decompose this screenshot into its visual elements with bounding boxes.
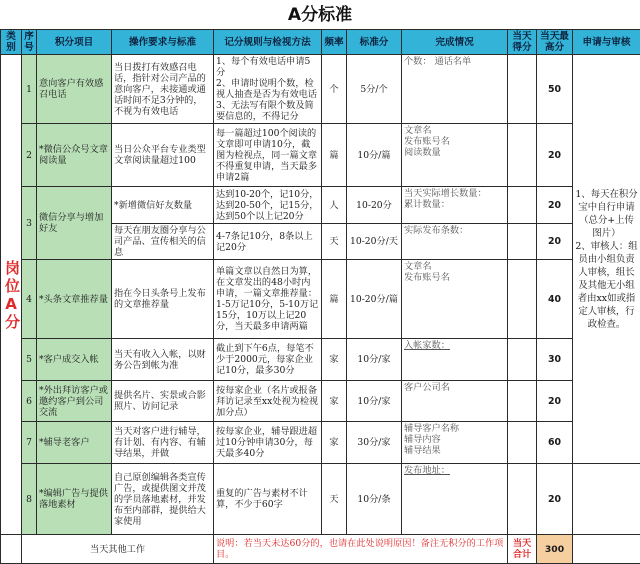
requirement-cell: 指在今日头条号上发布的文章推荐量	[112, 260, 214, 339]
today-score-cell[interactable]	[508, 124, 537, 187]
footer-note[interactable]: 说明：若当天未达60分的，也请在此处说明原因！备注无积分的工作项目。	[214, 535, 508, 564]
max-score-cell: 30	[537, 339, 573, 381]
frequency-cell: 家	[322, 339, 347, 381]
header-seq: 序号	[22, 30, 37, 55]
frequency-cell: 篇	[322, 260, 347, 339]
rules-cell: 截止到下午6点，每笔不少于2000元，每家企业记10分，最多30分	[214, 339, 322, 381]
status-cell[interactable]: 文章名 发布账号名	[402, 260, 508, 339]
item-cell: *外出拜访客户或邀约客户到公司交流	[37, 381, 112, 422]
review-text: 1、每天在积分宝中自行申请（总分+上传图片） 2、审核人：组员由小组负责人审核，组长及其他无小组者由xx如或指定人审核，行政检查。	[575, 188, 638, 331]
total-label: 当天合计	[508, 535, 537, 564]
table-row	[1, 339, 640, 381]
table-row	[1, 422, 640, 464]
requirement-cell: 提供名片、实景或合影照片、访问记录	[112, 381, 214, 422]
item-cell: *微信公众号文章阅读量	[37, 124, 112, 187]
footer-empty-cell	[1, 535, 22, 564]
rules-cell: 重复的广告与素材不计算，不少于60字	[214, 464, 322, 535]
frequency-cell: 天	[322, 464, 347, 535]
footer-review-cell	[573, 535, 640, 564]
header-frequency: 频率	[322, 30, 347, 55]
table-row	[1, 55, 640, 124]
today-score-cell[interactable]	[508, 422, 537, 464]
requirement-cell: 当天有收入入帐，以财务公告到帐为准	[112, 339, 214, 381]
max-score-cell: 20	[537, 464, 573, 535]
requirement-cell: 当天对客户进行辅导，有计划、有内容、有辅导结果，并做	[112, 422, 214, 464]
status-cell[interactable]: 个数： 通话名单	[402, 55, 508, 124]
score-table	[0, 29, 640, 564]
max-score-cell: 20	[537, 224, 573, 260]
header-item: 积分项目	[37, 30, 112, 55]
footer-row	[1, 535, 640, 564]
frequency-cell: 人	[322, 187, 347, 224]
status-cell[interactable]: 当天实际增长数量： 累计数量：	[402, 187, 508, 224]
review-cell	[573, 55, 640, 464]
standard-cell: 5分/个	[347, 55, 402, 124]
table-row	[1, 124, 640, 187]
standard-cell: 10分/条	[347, 464, 402, 535]
header-category: 类别	[1, 30, 22, 55]
frequency-cell: 篇	[322, 124, 347, 187]
seq-cell: 1	[22, 55, 37, 124]
seq-cell: 4	[22, 260, 37, 339]
today-score-cell[interactable]	[508, 55, 537, 124]
requirement-cell: 当日拨打有效感召电话，指针对公司产品的意向客户，未接通或通话时间不足3分钟的，不视为有效电话	[112, 55, 214, 124]
item-cell: *辅导老客户	[37, 422, 112, 464]
today-score-cell[interactable]	[508, 187, 537, 224]
max-score-cell: 20	[537, 381, 573, 422]
today-score-cell[interactable]	[508, 260, 537, 339]
header-max-score: 当天最高分	[537, 30, 573, 55]
rules-cell: 4-7条记10分，8条以上记20分	[214, 224, 322, 260]
table-row	[1, 381, 640, 422]
today-score-cell[interactable]	[508, 381, 537, 422]
today-score-cell[interactable]	[508, 339, 537, 381]
item-cell: *客户成交入帐	[37, 339, 112, 381]
status-cell[interactable]: 文章名 发布账号名 阅读数量	[402, 124, 508, 187]
standard-cell: 10分/家	[347, 381, 402, 422]
standard-cell: 10分/篇	[347, 124, 402, 187]
status-cell[interactable]: 发布地址：	[402, 464, 508, 535]
requirement-cell: 自己原创编辑各类宣传广告，或提供图文并茂的学员落地素材，并发布至内部群，提供给大家使用	[112, 464, 214, 535]
status-cell[interactable]: 入帐家数：	[402, 339, 508, 381]
item-cell: *编辑广告与提供落地素材	[37, 464, 112, 535]
standard-cell: 10-20分	[347, 187, 402, 224]
header-requirement: 操作要求与标准	[112, 30, 214, 55]
item-cell: *头条文章推荐量	[37, 260, 112, 339]
rules-cell: 单篇文章以自然日为算，在文章发出的48小时内申请，一篇文章推荐量：1-5万记10分，5-10万记15分，10万以上记20分，当天最多申请两篇	[214, 260, 322, 339]
rules-cell: 按每家企业（名片或报备拜访记录至xx处视为检视加分点）	[214, 381, 322, 422]
header-rules: 记分规则与检视方法	[214, 30, 322, 55]
table-row	[1, 260, 640, 339]
today-score-cell[interactable]	[508, 464, 537, 535]
frequency-cell: 家	[322, 422, 347, 464]
max-score-cell: 20	[537, 187, 573, 224]
max-score-cell: 20	[537, 124, 573, 187]
rules-cell: 按每家企业，辅导跟进超过10分钟申请30分，每天最多40分	[214, 422, 322, 464]
category-cell	[1, 55, 22, 535]
item-cell: 微信分享与增加好友	[37, 187, 112, 260]
frequency-cell: 家	[322, 381, 347, 422]
frequency-cell: 天	[322, 224, 347, 260]
rules-cell: 每一篇超过100个阅读的文章即可申请10分，截图为检视点，同一篇文章不得重复申请，当天最多申请2篇	[214, 124, 322, 187]
seq-cell: 3	[22, 187, 37, 260]
seq-cell: 8	[22, 464, 37, 535]
standard-cell: 30分/家	[347, 422, 402, 464]
rules-cell: 达到10-20个，记10分，达到20-50个，记15分，达到50个以上记20分	[214, 187, 322, 224]
standard-cell: 10-20分/天	[347, 224, 402, 260]
status-cell[interactable]: 辅导客户名称 辅导内容 辅导结果	[402, 422, 508, 464]
review-empty-cell	[573, 464, 640, 535]
item-cell: 意向客户有效感召电话	[37, 55, 112, 124]
table-row	[1, 464, 640, 535]
requirement-cell: 每天在朋友圈分享与公司产品、宣传相关的信息	[112, 224, 214, 260]
header-standard: 标准分	[347, 30, 402, 55]
standard-cell: 10-20分/篇	[347, 260, 402, 339]
max-score-cell: 40	[537, 260, 573, 339]
rules-cell: 1、每个有效电话申请5分 2、申请时说明个数，检视人抽查是否为有效电话 3、无法写有限个数及简要信息的，不得记分	[214, 55, 322, 124]
table-row	[1, 187, 640, 224]
total-value: 300	[537, 535, 573, 564]
seq-cell: 6	[22, 381, 37, 422]
header-today-score: 当天得分	[508, 30, 537, 55]
requirement-cell: 当日公众平台专业类型文章阅读量超过100	[112, 124, 214, 187]
seq-cell: 2	[22, 124, 37, 187]
page-title: A分标准	[0, 0, 640, 30]
seq-cell: 5	[22, 339, 37, 381]
header-review: 申请与审核	[573, 30, 640, 55]
max-score-cell: 60	[537, 422, 573, 464]
status-cell[interactable]: 实际发布条数：	[402, 224, 508, 260]
seq-cell: 7	[22, 422, 37, 464]
standard-cell: 10分/家	[347, 339, 402, 381]
status-cell[interactable]: 客户公司名	[402, 381, 508, 422]
max-score-cell: 50	[537, 55, 573, 124]
category-label: 岗位A分	[5, 259, 17, 331]
header-row	[1, 30, 640, 55]
requirement-cell: *新增微信好友数量	[112, 187, 214, 224]
header-status: 完成情况	[402, 30, 508, 55]
today-score-cell[interactable]	[508, 224, 537, 260]
frequency-cell: 个	[322, 55, 347, 124]
footer-label: 当天其他工作	[22, 535, 214, 564]
